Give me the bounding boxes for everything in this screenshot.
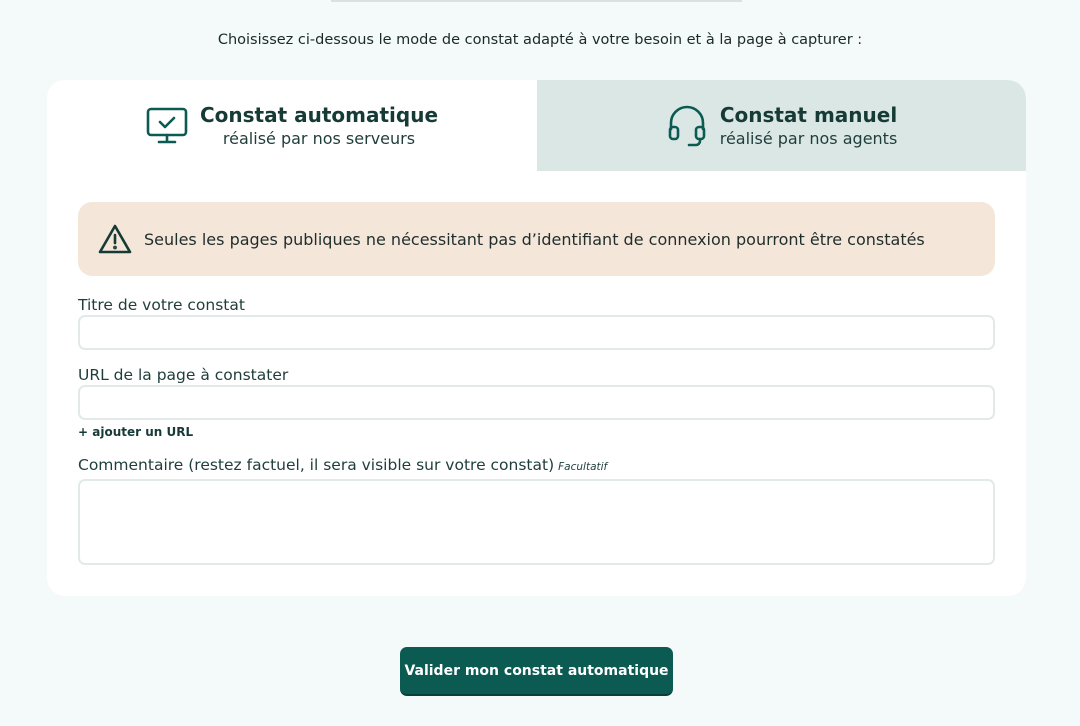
warning-triangle-icon	[98, 222, 132, 256]
top-divider	[331, 0, 742, 2]
title-input[interactable]	[78, 315, 995, 350]
title-label: Titre de votre constat	[78, 296, 245, 314]
public-pages-alert	[78, 202, 995, 276]
tab-manual-subtitle: réalisé par nos agents	[719, 128, 898, 148]
optional-tag: Facultatif	[558, 461, 608, 473]
url-label: URL de la page à constater	[78, 366, 289, 384]
comment-textarea[interactable]	[78, 479, 995, 565]
comment-label-text: Commentaire (restez factuel, il sera visible sur votre constat)	[78, 456, 555, 474]
add-url-link[interactable]: + ajouter un URL	[78, 425, 194, 439]
comment-label	[78, 456, 607, 474]
url-input[interactable]	[78, 385, 995, 420]
mode-tabs	[47, 80, 1026, 171]
headset-icon	[666, 105, 708, 147]
tab-automatic-title: Constat automatique	[199, 102, 439, 127]
alert-text: Seules les pages publiques ne nécessitant pas d’identifiant de connexion pourront être constatés	[144, 229, 925, 249]
intro-text: Choisissez ci-dessous le mode de constat adapté à votre besoin et à la page à capturer :	[217, 32, 863, 48]
constat-card	[47, 80, 1026, 596]
tab-automatic-subtitle: réalisé par nos serveurs	[222, 128, 416, 148]
submit-button[interactable]: Valider mon constat automatique	[400, 647, 673, 696]
tab-manual[interactable]	[537, 80, 1026, 171]
tab-automatic[interactable]	[47, 80, 537, 171]
monitor-check-icon	[146, 105, 188, 147]
tab-manual-title: Constat manuel	[719, 102, 898, 127]
